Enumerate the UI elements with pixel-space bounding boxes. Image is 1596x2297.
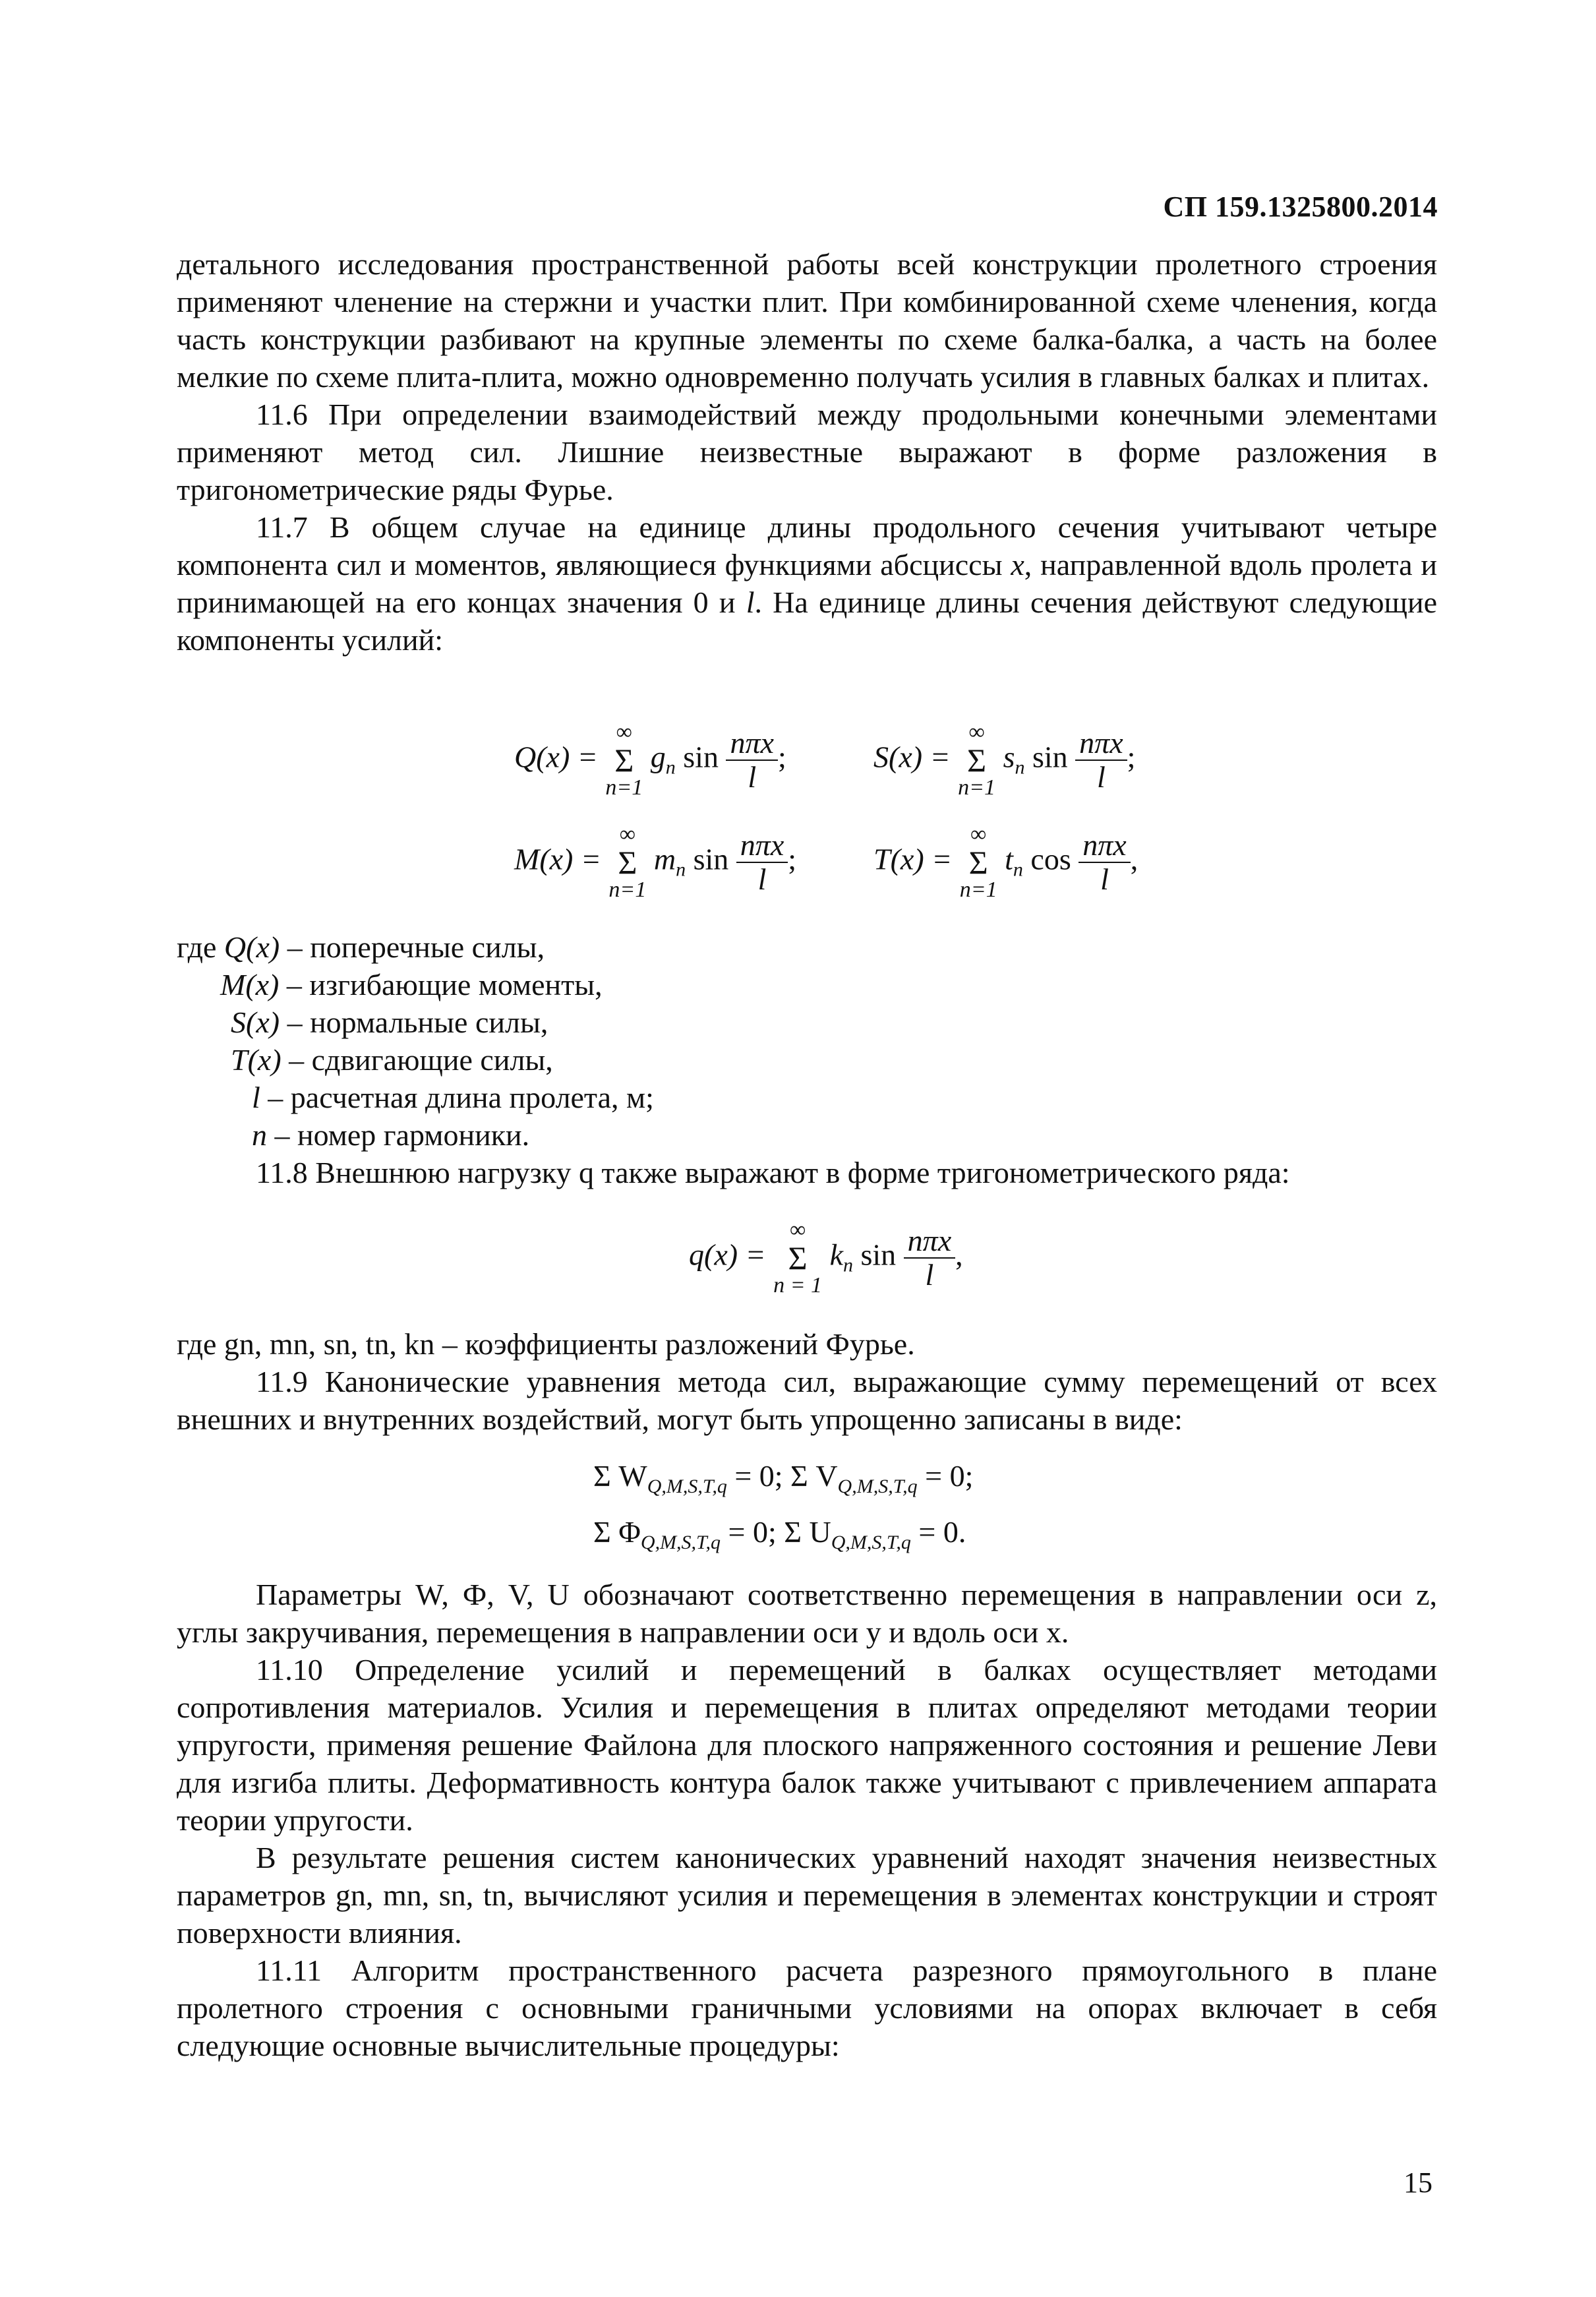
paragraph-parameters: Параметры W, Ф, V, U обозначают соответственно перемещения в направлении оси z, углы закручивания, перемещения в направлении оси y и вдоль оси x.: [177, 1578, 1437, 1649]
sum-operator: ∞ Σ n = 1: [773, 1218, 823, 1298]
formula-q: q(x) = ∞ Σ n = 1 $k_n$ sin $\frac{\text{nπx}}{l}$ ,: [689, 1216, 963, 1299]
fraction: $\frac{\text{nπx}}{l}$: [736, 829, 788, 896]
paragraph-11-6: 11.6 При определении взаимодействий между продольными конечными элементами применяют метод сил. Лишние неизвестные выражают в форме разложения в тригонометрические ряды Фурье.: [177, 398, 1437, 506]
definitions-list: [177, 928, 1437, 1191]
sum-operator: ∞ Σ n=1: [959, 822, 997, 902]
paragraph-11-7: 11.7 В общем случае на единице длины продольного сечения учитывают четыре компонента сил и моментов, являющиеся функциями абсциссы x, направленной вдоль пролета и принимающей на его концах значения 0 и l. На единице длины сечения действуют следующие компоненты усилий:: [177, 510, 1437, 657]
paragraph-11-11: 11.11 Алгоритм пространственного расчета разрезного прямоугольного в плане пролетного строения с основными граничными условиями на опорах включает в себя следующие основные вычислительные процедуры:: [177, 1954, 1437, 2062]
canonical-equation-2: Σ $\Phi_{Q,M,S,T,q} = 0$; Σ $U_{Q,M,S,T,q} = 0$.: [593, 1515, 966, 1553]
paragraph-11-8: 11.8 Внешнюю нагрузку q также выражают в форме тригонометрического ряда:: [256, 1156, 1290, 1189]
text-block-middle: [177, 1325, 1437, 1438]
text-block-top: [177, 245, 1437, 659]
page-number: 15: [1404, 2166, 1433, 2199]
fraction: $\frac{\text{nπx}}{l}$: [1075, 727, 1127, 794]
formula-T: T(x) = ∞ Σ n=1 $t_n$ cos $\frac{\text{nπx}}{l}$ ,: [873, 821, 1138, 904]
sum-operator: ∞ Σ n=1: [608, 822, 647, 902]
fraction: $\frac{\text{nπx}}{l}$: [726, 727, 777, 794]
fraction: $\frac{\text{nπx}}{l}$: [1079, 829, 1130, 896]
definition-Q: где Q(x) – поперечные силы,: [177, 930, 545, 964]
definition-l: l – расчетная длина пролета, м;: [252, 1081, 654, 1114]
paragraph-continued: детального исследования пространственной работы всей конструкции пролетного строения применяют членение на стержни и участки плит. При комбинированной схеме членения, когда часть конструкции разбивают на крупные элементы по схеме балка-балка, а часть на более мелкие по схеме плита-плита, можно одновременно получать усилия в главных балках и плитах.: [177, 247, 1437, 394]
paragraph-11-10: 11.10 Определение усилий и перемещений в балках осуществляет методами сопротивления материалов. Усилия и перемещения в плитах определяют методами теории упругости, применяя решение Файлона для плоского напряженного состояния и решение Леви для изгиба плиты. Деформативность контура балок также учитывают с привлечением аппарата теории упругости.: [177, 1653, 1437, 1837]
paragraph-result: В результате решения систем канонических уравнений находят значения неизвестных параметров gn, mn, sn, tn, вычисляют усилия и перемещения в элементах конструкции и строят поверхности влияния.: [177, 1841, 1437, 1950]
document-code: СП 159.1325800.2014: [1163, 191, 1438, 223]
sum-operator: ∞ Σ n=1: [605, 720, 643, 800]
coefficients-note: где gn, mn, sn, tn, kn – коэффициенты разложений Фурье.: [177, 1327, 915, 1361]
definition-M: M(x) – изгибающие моменты,: [220, 968, 603, 1001]
formula-M: M(x) = ∞ Σ n=1 $m_n$ sin $\frac{\text{nπx}}{l}$ ;: [514, 821, 796, 904]
definition-T: T(x) – сдвигающие силы,: [231, 1043, 553, 1077]
paragraph-11-9: 11.9 Канонические уравнения метода сил, выражающие сумму перемещений от всех внешних и внутренних воздействий, могут быть упрощенно записаны в виде:: [177, 1365, 1437, 1436]
formula-Q: Q(x) = ∞ Σ n=1 $g_n$ sin $\frac{\text{nπx}}{l}$ ;: [514, 719, 786, 802]
canonical-equation-1: Σ $W_{Q,M,S,T,q} = 0$; Σ $V_{Q,M,S,T,q} = 0$;: [593, 1459, 974, 1497]
text-block-bottom: [177, 1576, 1437, 2064]
definition-S: S(x) – нормальные силы,: [231, 1005, 548, 1039]
formula-S: S(x) = ∞ Σ n=1 $s_n$ sin $\frac{\text{nπx}}{l}$ ;: [873, 719, 1135, 802]
definition-n: n – номер гармоники.: [252, 1118, 530, 1152]
fraction: $\frac{\text{nπx}}{l}$: [904, 1224, 955, 1292]
sum-operator: ∞ Σ n=1: [958, 720, 996, 800]
